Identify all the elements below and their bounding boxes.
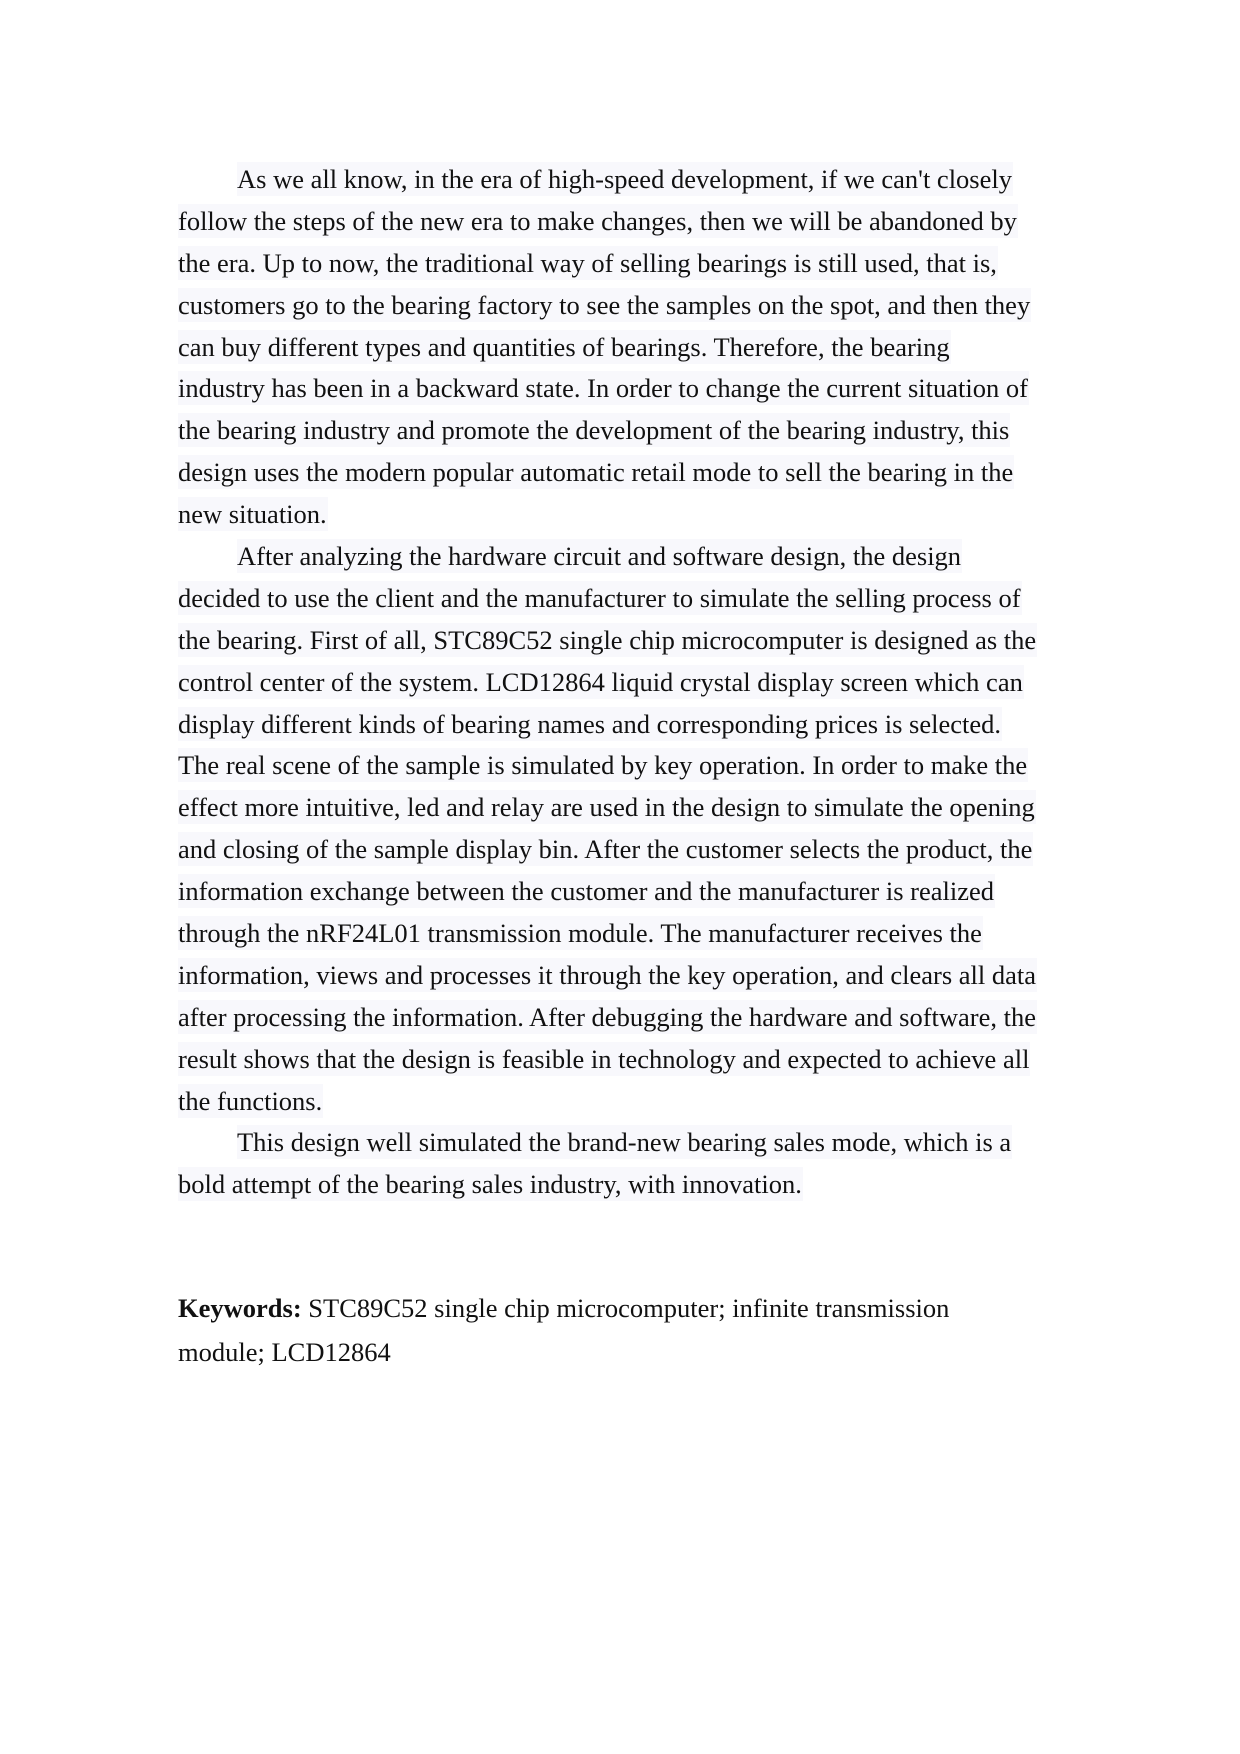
line-text: new situation. xyxy=(178,499,327,530)
line-text: information exchange between the customer and the manufacturer is realized xyxy=(178,876,994,907)
line-text: the functions. xyxy=(178,1085,323,1116)
text-line xyxy=(178,790,1138,832)
text-line xyxy=(178,1125,1138,1167)
text-line xyxy=(178,497,1138,539)
line-text: information, views and processes it through the key operation, and clears all data xyxy=(178,959,1037,990)
text-line xyxy=(178,371,1138,413)
paragraph-3 xyxy=(178,1125,1138,1209)
abstract-body xyxy=(178,162,1138,1209)
line-text: As we all know, in the era of high-speed development, if we can't closely xyxy=(237,164,1012,194)
text-line xyxy=(178,288,1138,330)
line-text: This design well simulated the brand-new bearing sales mode, which is a xyxy=(237,1127,1012,1158)
keywords-label: Keywords: xyxy=(178,1293,302,1323)
keywords-line-2 xyxy=(178,1334,1138,1378)
paragraph-2 xyxy=(178,539,1138,1125)
text-line xyxy=(178,874,1138,916)
keywords-line-1 xyxy=(178,1290,1138,1334)
paragraph-1 xyxy=(178,162,1138,539)
line-text: design uses the modern popular automatic retail mode to sell the bearing in the xyxy=(178,457,1014,488)
line-text: follow the steps of the new era to make changes, then we will be abandoned by xyxy=(178,205,1017,236)
line-text: The real scene of the sample is simulated by key operation. In order to make the xyxy=(178,750,1028,781)
line-text: the era. Up to now, the traditional way of selling bearings is still used, that is, xyxy=(178,247,997,278)
text-line xyxy=(178,623,1138,665)
text-line xyxy=(178,581,1138,623)
text-line xyxy=(178,455,1138,497)
text-line xyxy=(178,162,1138,204)
text-line xyxy=(178,958,1138,1000)
line-text: through the nRF24L01 transmission module. The manufacturer receives the xyxy=(178,918,982,949)
text-line xyxy=(178,748,1138,790)
text-line xyxy=(178,707,1138,749)
line-text: can buy different types and quantities of bearings. Therefore, the bearing xyxy=(178,331,950,362)
line-text: display different kinds of bearing names and corresponding prices is selected. xyxy=(178,708,1001,739)
line-text: the bearing. First of all, STC89C52 single chip microcomputer is designed as the xyxy=(178,624,1037,655)
line-text: decided to use the client and the manufacturer to simulate the selling process of xyxy=(178,582,1021,613)
text-line xyxy=(178,665,1138,707)
text-line xyxy=(178,330,1138,372)
text-line xyxy=(178,204,1138,246)
keywords-text-continued: module; LCD12864 xyxy=(178,1337,391,1367)
text-line xyxy=(178,832,1138,874)
line-text: and closing of the sample display bin. After the customer selects the product, the xyxy=(178,834,1033,865)
line-text: effect more intuitive, led and relay are used in the design to simulate the opening xyxy=(178,792,1035,823)
line-text: bold attempt of the bearing sales industry, with innovation. xyxy=(178,1169,802,1200)
line-text: customers go to the bearing factory to see the samples on the spot, and then they xyxy=(178,289,1031,320)
line-text: control center of the system. LCD12864 liquid crystal display screen which can xyxy=(178,666,1023,697)
line-text: industry has been in a backward state. In order to change the current situation of xyxy=(178,373,1028,404)
line-text: after processing the information. After debugging the hardware and software, the xyxy=(178,1001,1037,1032)
text-line xyxy=(178,1000,1138,1042)
text-line xyxy=(178,539,1138,581)
line-text: result shows that the design is feasible in technology and expected to achieve all xyxy=(178,1043,1030,1074)
text-line xyxy=(178,246,1138,288)
text-line xyxy=(178,413,1138,455)
line-text: the bearing industry and promote the development of the bearing industry, this xyxy=(178,415,1010,446)
text-line xyxy=(178,1042,1138,1084)
line-text: After analyzing the hardware circuit and software design, the design xyxy=(237,541,962,572)
keywords-text: STC89C52 single chip microcomputer; infinite transmission xyxy=(301,1293,950,1323)
keywords-section xyxy=(178,1290,1138,1378)
text-line xyxy=(178,1084,1138,1126)
text-line xyxy=(178,916,1138,958)
text-line xyxy=(178,1167,1138,1209)
